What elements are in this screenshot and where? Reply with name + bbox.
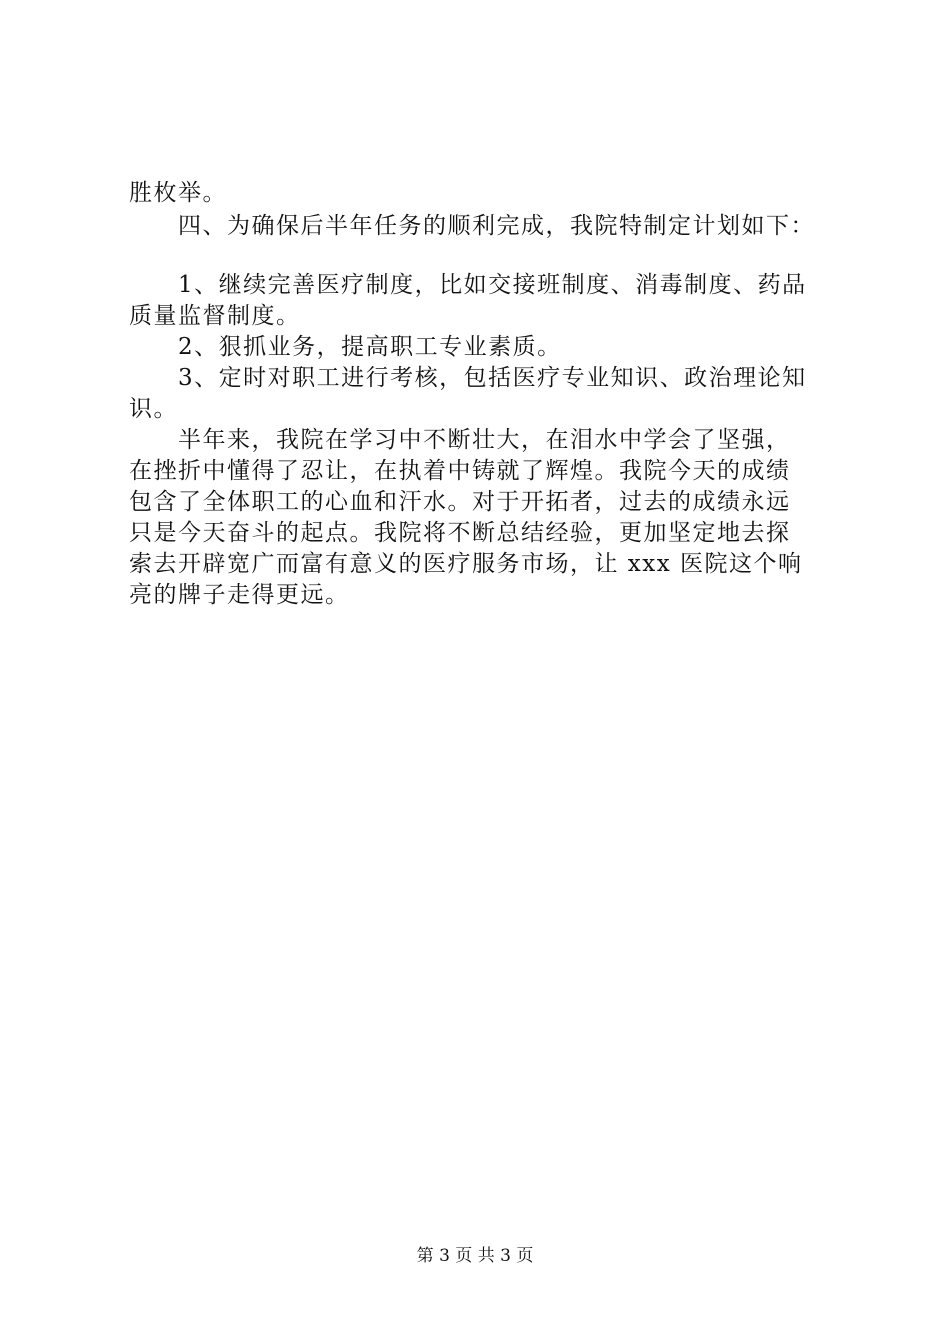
paragraph-line: 亮的牌子走得更远。: [129, 582, 350, 608]
list-item: 1、继续完善医疗制度，比如交接班制度、消毒制度、药品: [178, 272, 807, 298]
paragraph-line: 在挫折中懂得了忍让，在执着中铸就了辉煌。我院今天的成绩: [129, 458, 791, 484]
paragraph-line: 索去开辟宽广而富有意义的医疗服务市场，让 xxx 医院这个响: [129, 551, 803, 577]
list-item: 3、定时对职工进行考核，包括医疗专业知识、政治理论知: [178, 365, 807, 391]
page-number: 第 3 页 共 3 页: [416, 1246, 534, 1266]
paragraph-line: 包含了全体职工的心血和汗水。对于开拓者，过去的成绩永远: [129, 489, 791, 515]
paragraph-line: 只是今天奋斗的起点。我院将不断总结经验，更加坚定地去探: [129, 520, 791, 546]
list-item-continuation: 识。: [129, 396, 178, 422]
body-line: 胜枚举。: [129, 180, 227, 206]
list-item: 2、狠抓业务，提高职工专业素质。: [178, 334, 562, 360]
paragraph-line: 半年来，我院在学习中不断壮大，在泪水中学会了坚强，: [178, 427, 791, 453]
section-heading: 四、为确保后半年任务的顺利完成，我院特制定计划如下：: [178, 213, 815, 239]
list-item-continuation: 质量监督制度。: [129, 303, 301, 329]
